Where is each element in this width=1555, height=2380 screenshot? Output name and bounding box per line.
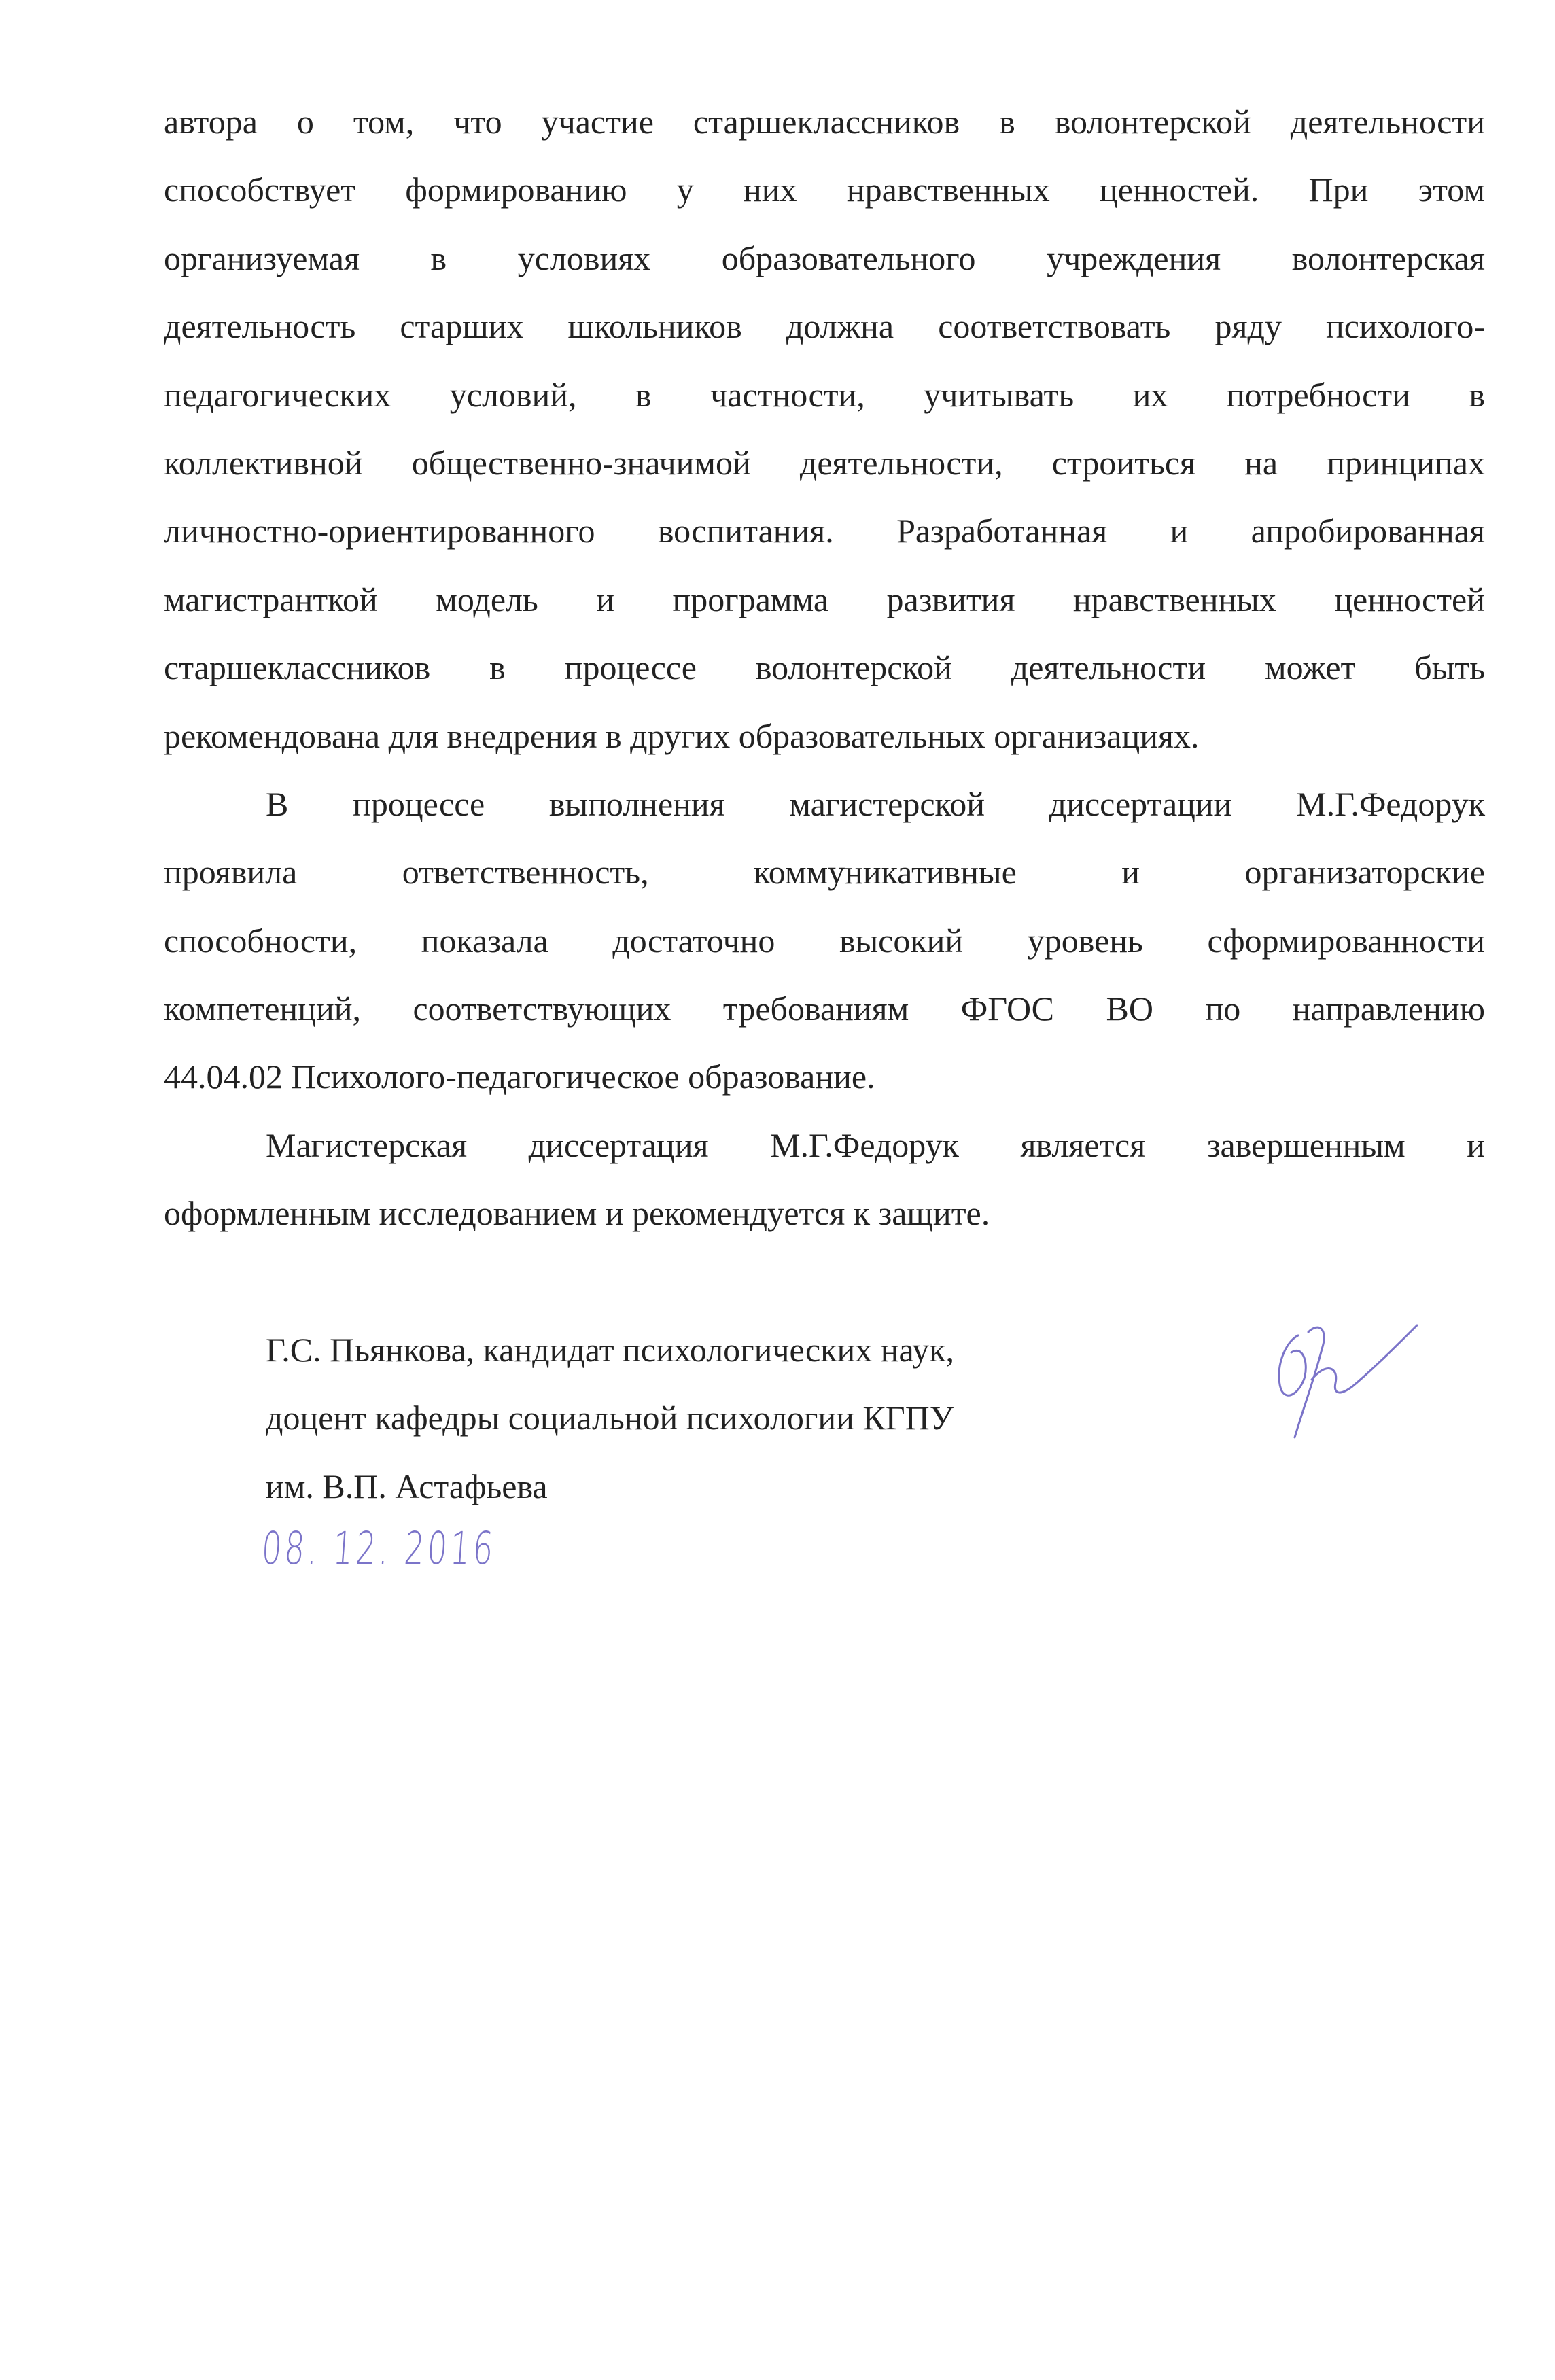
text-line: деятельность старших школьников должна соответствовать ряду психолого- xyxy=(164,307,1485,346)
signatory-institution: им. В.П. Астафьева xyxy=(266,1467,548,1505)
text-line: личностно-ориентированного воспитания. Разработанная и апробированная xyxy=(164,512,1485,550)
text-line: педагогических условий, в частности, учитывать их потребности в xyxy=(164,375,1485,414)
paragraph-2 xyxy=(164,770,1485,1111)
text-line: автора о том, что участие старшеклассников в волонтерской деятельности xyxy=(164,103,1485,141)
document-body xyxy=(164,88,1485,1520)
text-line: коллективной общественно-значимой деятельности, строиться на принципах xyxy=(164,443,1485,482)
signatory-position: доцент кафедры социальной психологии КГПУ xyxy=(266,1399,954,1437)
signature-stroke xyxy=(1279,1325,1417,1437)
text-line: В процессе выполнения магистерской диссертации М.Г.Федорук xyxy=(266,784,1485,823)
handwritten-date: 08. 12. 2016 xyxy=(260,1522,498,1575)
text-line: 44.04.02 Психолого-педагогическое образование. xyxy=(164,1057,875,1096)
text-line: организуемая в условиях образовательного учреждения волонтерская xyxy=(164,239,1485,277)
spacer xyxy=(164,1248,1485,1316)
text-line: старшеклассников в процессе волонтерской деятельности может быть xyxy=(164,648,1485,687)
paragraph-3 xyxy=(164,1111,1485,1248)
handwritten-signature xyxy=(1271,1315,1427,1444)
text-line: Магистерская диссертация М.Г.Федорук является завершенным и xyxy=(266,1125,1485,1164)
text-line: рекомендована для внедрения в других образовательных организациях. xyxy=(164,716,1200,755)
text-line: компетенций, соответствующих требованиям ФГОС ВО по направлению xyxy=(164,990,1485,1028)
signatory-name: Г.С. Пьянкова, кандидат психологических наук, xyxy=(266,1331,954,1369)
text-line: магистранткой модель и программа развития нравственных ценностей xyxy=(164,580,1485,618)
paragraph-1 xyxy=(164,88,1485,770)
text-line: способствует формированию у них нравственных ценностей. При этом xyxy=(164,171,1485,209)
text-line: способности, показала достаточно высокий уровень сформированности xyxy=(164,921,1485,960)
text-line: проявила ответственность, коммуникативные и организаторские xyxy=(164,853,1485,892)
text-line: оформленным исследованием и рекомендуется к защите. xyxy=(164,1194,990,1233)
